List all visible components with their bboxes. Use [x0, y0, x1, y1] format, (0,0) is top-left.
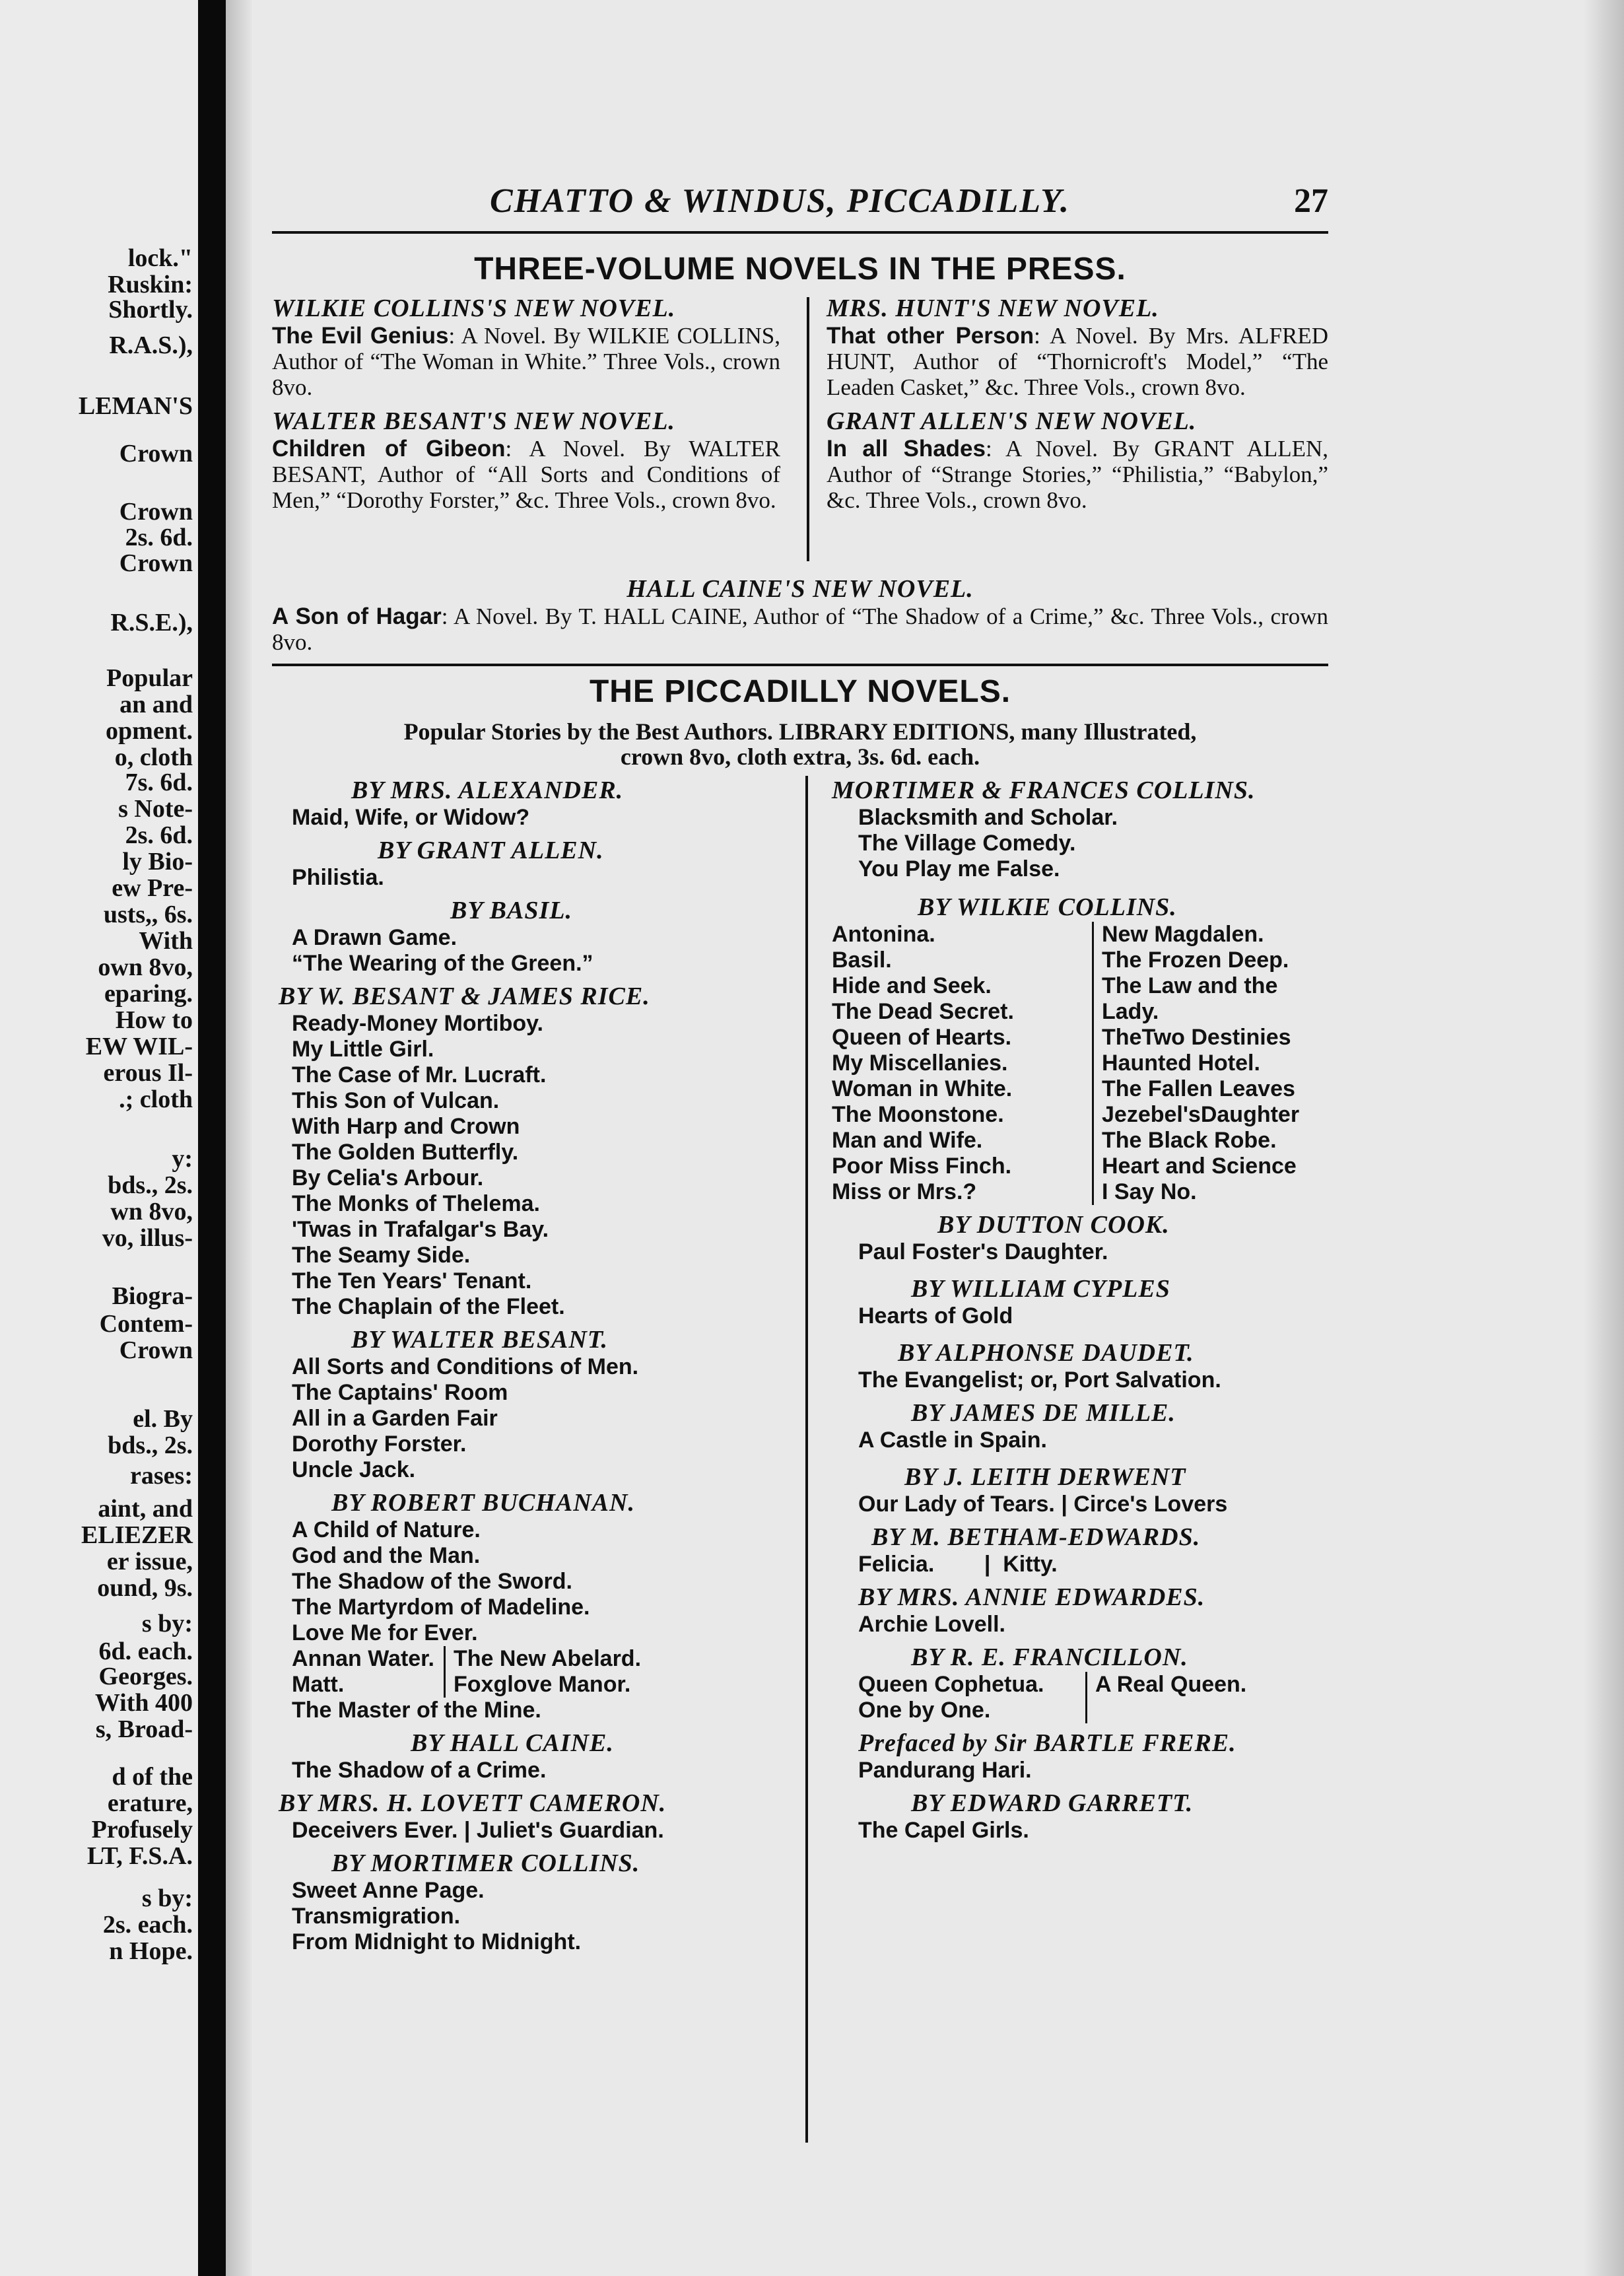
- author-heading: BY R. E. FRANCILLON.: [911, 1643, 1188, 1671]
- book-title: I Say No.: [1102, 1179, 1197, 1204]
- book-title: The Master of the Mine.: [292, 1698, 541, 1723]
- book-entry: [827, 436, 1328, 513]
- margin-fragment: ound, 9s.: [97, 1574, 193, 1602]
- book-title: The Village Comedy.: [858, 831, 1076, 856]
- book-title: The Capel Girls.: [858, 1818, 1029, 1843]
- book-title: TheTwo Destinies: [1102, 1025, 1291, 1050]
- pair-column-a: [858, 1672, 1085, 1723]
- book-title: A Real Queen.: [1095, 1672, 1247, 1697]
- book-title: Queen Cophetua.: [858, 1672, 1044, 1697]
- author-heading: BY HALL CAINE.: [411, 1729, 614, 1757]
- book-title: Heart and Science: [1102, 1154, 1297, 1179]
- book-title: My Miscellanies.: [832, 1051, 1008, 1076]
- book-title: All in a Garden Fair: [292, 1406, 498, 1431]
- book-title: Deceivers Ever. | Juliet's Guardian.: [292, 1818, 664, 1843]
- book-description: : A Novel. By GRANT ALLEN, Author of “Strange Stories,” “Philistia,” “Babylon,” &c. Three Vols., crown 8vo.: [827, 436, 1329, 513]
- book-title: From Midnight to Midnight.: [292, 1929, 582, 1954]
- margin-fragment: LEMAN'S: [78, 392, 193, 420]
- book-title: Pandurang Hari.: [858, 1758, 1032, 1783]
- title-list: [832, 805, 1334, 882]
- author-heading: BY WILLIAM CYPLES: [911, 1275, 1170, 1303]
- book-description: : A Novel. By Mrs. ALFRED HUNT, Author of “Thornicroft's Model,” “The Leaden Casket,” &c. Three Vols., crown 8vo.: [827, 323, 1329, 400]
- title-list: [292, 1878, 807, 1955]
- title-list: [292, 1011, 807, 1320]
- book-title: The Martyrdom of Madeline.: [292, 1595, 590, 1620]
- author-heading: WILKIE COLLINS'S NEW NOVEL.: [272, 294, 676, 322]
- pair-column-b: [1085, 1672, 1246, 1723]
- book-title: The New Abelard.: [454, 1646, 642, 1671]
- margin-fragment: own 8vo,: [98, 953, 193, 981]
- pair-column-a: [292, 1646, 444, 1698]
- margin-fragment: 2s. 6d.: [125, 524, 193, 551]
- author-heading: BY WILKIE COLLINS.: [918, 893, 1177, 921]
- book-title: You Play me False.: [858, 856, 1060, 881]
- margin-fragment: ly Bio-: [122, 848, 193, 876]
- author-heading: BY M. BETHAM-EDWARDS.: [871, 1523, 1201, 1551]
- book-description: : A Novel. By WALTER BESANT, Author of “All Sorts and Conditions of Men,” “Dorothy Forster,” &c. Three Vols., crown 8vo.: [272, 436, 780, 513]
- margin-fragment: Crown: [119, 440, 193, 467]
- book-title: Paul Foster's Daughter.: [858, 1239, 1108, 1264]
- book-title: The Evil Genius: [272, 323, 449, 349]
- margin-fragment: erature,: [107, 1789, 193, 1817]
- book-title: Archie Lovell.: [858, 1612, 1005, 1637]
- margin-fragment: R.A.S.),: [109, 331, 193, 359]
- book-title: Philistia.: [292, 865, 384, 890]
- gutter-shadow: [226, 0, 252, 2276]
- book-title: Ready-Money Mortiboy.: [292, 1011, 543, 1036]
- author-heading: BY WALTER BESANT.: [351, 1326, 609, 1354]
- book-description: : A Novel. By WILKIE COLLINS, Author of “The Woman in White.” Three Vols., crown 8vo.: [272, 323, 780, 400]
- margin-fragment: wn 8vo,: [110, 1198, 193, 1225]
- wilkie-collins-titles: [832, 922, 1334, 1205]
- book-title: Children of Gibeon: [272, 436, 506, 462]
- book-title: Woman in White.: [832, 1076, 1013, 1101]
- margin-fragment: an and: [119, 691, 193, 718]
- book-spine: [198, 0, 226, 2276]
- margin-fragment: n Hope.: [109, 1937, 193, 1965]
- three-volume-bottom: [272, 574, 1328, 655]
- margin-fragment: Biogra-: [112, 1282, 193, 1310]
- book-title: Maid, Wife, or Widow?: [292, 805, 530, 830]
- book-entry: [272, 323, 780, 400]
- book-title: God and the Man.: [292, 1543, 481, 1568]
- margin-fragment: Profusely: [91, 1816, 193, 1844]
- margin-fragment: s by:: [141, 1610, 193, 1638]
- margin-fragment: s Note-: [118, 795, 193, 823]
- piccadilly-heading: THE PICCADILLY NOVELS.: [589, 674, 1011, 709]
- margin-fragment: eparing.: [104, 980, 193, 1008]
- book-title: Sweet Anne Page.: [292, 1878, 485, 1903]
- margin-fragment: ELIEZER: [81, 1521, 193, 1549]
- paired-titles: [292, 1646, 807, 1698]
- book-title: Uncle Jack.: [292, 1457, 416, 1482]
- author-heading: BY MRS. ALEXANDER.: [351, 776, 624, 804]
- author-heading: GRANT ALLEN'S NEW NOVEL.: [827, 407, 1197, 435]
- book-title: Man and Wife.: [832, 1128, 983, 1153]
- book-title: Annan Water.: [292, 1646, 434, 1671]
- book-title: Our Lady of Tears. | Circe's Lovers: [858, 1492, 1228, 1517]
- column-divider: [807, 297, 809, 561]
- book-title: Hearts of Gold: [858, 1303, 1013, 1328]
- book-title: One by One.: [858, 1698, 991, 1723]
- title-list: [832, 1612, 1334, 1638]
- book-entry: [827, 323, 1328, 400]
- margin-fragment: opment.: [106, 717, 193, 745]
- book-title: Haunted Hotel.: [1102, 1051, 1260, 1076]
- margin-fragment: LT, F.S.A.: [86, 1842, 193, 1870]
- pair-column-b: [444, 1646, 641, 1698]
- margin-fragment: aint, and: [98, 1495, 193, 1523]
- book-title: In all Shades: [827, 436, 986, 462]
- margin-fragment: Ruskin:: [108, 271, 193, 298]
- title-list: [832, 1758, 1334, 1783]
- margin-fragment: 2s. 6d.: [125, 821, 193, 849]
- margin-fragment: Contem-: [99, 1310, 193, 1338]
- page-edge: [1584, 0, 1624, 2276]
- title-list: [832, 1492, 1334, 1517]
- book-title: Poor Miss Finch.: [832, 1154, 1012, 1179]
- book-title: A Castle in Spain.: [858, 1428, 1047, 1453]
- book-title: Felicia. | Kitty.: [858, 1552, 1058, 1577]
- book-title: The Law and the: [1102, 973, 1278, 998]
- author-heading: MORTIMER & FRANCES COLLINS.: [832, 776, 1256, 804]
- running-title: CHATTO & WINDUS, PICCADILLY.: [490, 182, 1070, 220]
- pair-column-b: [1092, 922, 1299, 1205]
- author-heading: BY ALPHONSE DAUDET.: [898, 1339, 1194, 1367]
- book-title: The Seamy Side.: [292, 1243, 471, 1268]
- three-volume-heading: THREE-VOLUME NOVELS IN THE PRESS.: [474, 252, 1126, 287]
- book-title: A Drawn Game.: [292, 925, 457, 950]
- margin-fragment: d of the: [112, 1763, 193, 1791]
- title-list: [832, 1239, 1334, 1265]
- title-list: [292, 1818, 807, 1844]
- margin-fragment: er issue,: [106, 1548, 193, 1575]
- book-title: The Shadow of a Crime.: [292, 1758, 547, 1783]
- book-title: The Moonstone.: [832, 1102, 1004, 1127]
- margin-fragment: y:: [172, 1145, 193, 1173]
- margin-fragment: bds., 2s.: [108, 1171, 193, 1199]
- margin-fragment: Crown: [119, 549, 193, 577]
- book-title: Love Me for Ever.: [292, 1620, 478, 1645]
- margin-fragment: bds., 2s.: [108, 1431, 193, 1459]
- paired-titles: [832, 1672, 1334, 1723]
- title-list: [292, 805, 807, 831]
- book-title: 'Twas in Trafalgar's Bay.: [292, 1217, 549, 1242]
- header-rule: [272, 231, 1328, 234]
- margin-fragment: ew Pre-: [112, 874, 193, 902]
- margin-fragment: o, cloth: [114, 743, 193, 771]
- left-page-fragment: [0, 0, 198, 2276]
- author-heading: BY MRS. H. LOVETT CAMERON.: [279, 1789, 667, 1817]
- margin-fragment: .; cloth: [119, 1086, 193, 1113]
- book-title: With Harp and Crown: [292, 1114, 520, 1139]
- margin-fragment: usts,, 6s.: [103, 901, 193, 928]
- book-title: The Case of Mr. Lucraft.: [292, 1062, 547, 1087]
- book-title: Hide and Seek.: [832, 973, 992, 998]
- author-heading: BY JAMES DE MILLE.: [911, 1399, 1176, 1427]
- running-header: [272, 182, 1328, 228]
- author-heading: MRS. HUNT'S NEW NOVEL.: [827, 294, 1159, 322]
- book-title: New Magdalen.: [1102, 922, 1264, 947]
- title-list: [292, 1354, 807, 1483]
- book-title: The Shadow of the Sword.: [292, 1569, 572, 1594]
- margin-fragment: 6d. each.: [98, 1638, 193, 1665]
- pair-column-a: [832, 922, 1092, 1205]
- margin-fragment: lock.": [127, 244, 193, 272]
- margin-fragment: el. By: [133, 1405, 193, 1433]
- margin-fragment: Crown: [119, 1336, 193, 1364]
- book-title: The Dead Secret.: [832, 999, 1014, 1024]
- author-heading: BY MRS. ANNIE EDWARDES.: [858, 1583, 1205, 1611]
- piccadilly-subheading-2: crown 8vo, cloth extra, 3s. 6d. each.: [620, 743, 980, 770]
- margin-fragment: vo, illus-: [102, 1224, 193, 1252]
- margin-fragment: s by:: [141, 1884, 193, 1912]
- three-volume-left-column: [272, 294, 780, 513]
- section-rule: [272, 664, 1328, 666]
- margin-fragment: Shortly.: [108, 296, 193, 324]
- book-title: The Black Robe.: [1102, 1128, 1277, 1153]
- title-list: [292, 865, 807, 891]
- author-heading: BY EDWARD GARRETT.: [911, 1789, 1194, 1817]
- author-heading: BY DUTTON COOK.: [937, 1211, 1170, 1239]
- author-heading: HALL CAINE'S NEW NOVEL.: [626, 575, 974, 603]
- book-title: Foxglove Manor.: [454, 1672, 631, 1697]
- book-title: “The Wearing of the Green.”: [292, 951, 593, 976]
- book-title: All Sorts and Conditions of Men.: [292, 1354, 639, 1379]
- book-title: A Child of Nature.: [292, 1517, 481, 1542]
- author-heading: BY ROBERT BUCHANAN.: [331, 1489, 635, 1517]
- page-number: 27: [1294, 182, 1328, 220]
- margin-fragment: EW WIL-: [85, 1033, 193, 1060]
- book-title: The Captains' Room: [292, 1380, 508, 1405]
- book-title: The Frozen Deep.: [1102, 948, 1289, 973]
- margin-fragment: 2s. each.: [102, 1911, 193, 1939]
- title-list: [832, 1303, 1334, 1329]
- margin-fragment: s, Broad-: [95, 1715, 193, 1743]
- book-title: By Celia's Arbour.: [292, 1165, 484, 1190]
- author-heading: BY J. LEITH DERWENT: [904, 1463, 1186, 1491]
- title-list: [832, 1818, 1334, 1844]
- title-list: [292, 1758, 807, 1783]
- margin-fragment: Georges.: [98, 1663, 193, 1690]
- margin-fragment: erous Il-: [103, 1059, 193, 1087]
- book-description: : A Novel. By T. HALL CAINE, Author of “The Shadow of a Crime,” &c. Three Vols., crown 8vo.: [272, 603, 1328, 655]
- title-list: [832, 1552, 1334, 1577]
- margin-fragment: Crown: [119, 498, 193, 526]
- margin-fragment: rases:: [130, 1462, 193, 1490]
- book-title: The Monks of Thelema.: [292, 1191, 540, 1216]
- piccadilly-right-column: [832, 776, 1334, 1844]
- author-heading: BY MORTIMER COLLINS.: [331, 1849, 640, 1877]
- column-divider: [805, 776, 808, 2143]
- book-title: Queen of Hearts.: [832, 1025, 1012, 1050]
- book-title: The Chaplain of the Fleet.: [292, 1294, 565, 1319]
- book-title: Antonina.: [832, 922, 935, 947]
- book-title: The Fallen Leaves: [1102, 1076, 1295, 1101]
- author-heading: BY W. BESANT & JAMES RICE.: [279, 983, 650, 1010]
- author-heading: BY GRANT ALLEN.: [378, 837, 604, 864]
- book-title: The Ten Years' Tenant.: [292, 1268, 532, 1293]
- book-title: The Golden Butterfly.: [292, 1140, 519, 1165]
- book-title: Basil.: [832, 948, 892, 973]
- book-title: A Son of Hagar: [272, 603, 442, 629]
- margin-fragment: 7s. 6d.: [125, 769, 193, 796]
- book-title: My Little Girl.: [292, 1037, 434, 1062]
- book-title: Transmigration.: [292, 1904, 461, 1929]
- book-title: Lady.: [1102, 999, 1159, 1024]
- title-list: [292, 925, 807, 977]
- title-list: [292, 1517, 807, 1646]
- author-heading: BY BASIL.: [450, 897, 572, 924]
- book-title: Matt.: [292, 1672, 345, 1697]
- book-title: Dorothy Forster.: [292, 1431, 467, 1457]
- book-title: The Evangelist; or, Port Salvation.: [858, 1367, 1221, 1393]
- margin-fragment: With 400: [94, 1689, 193, 1717]
- book-title: This Son of Vulcan.: [292, 1088, 500, 1113]
- margin-fragment: R.S.E.),: [110, 609, 193, 637]
- piccadilly-left-column: [279, 776, 807, 1955]
- margin-fragment: Popular: [106, 664, 193, 692]
- three-volume-right-column: [827, 294, 1328, 513]
- book-entry: [272, 436, 780, 513]
- book-title: Miss or Mrs.?: [832, 1179, 977, 1204]
- title-list: [832, 1367, 1334, 1393]
- book-title: Blacksmith and Scholar.: [858, 805, 1118, 830]
- margin-fragment: With: [139, 927, 193, 955]
- margin-fragment: How to: [115, 1006, 193, 1034]
- title-list: [832, 1428, 1334, 1453]
- author-heading: Prefaced by Sir BARTLE FRERE.: [858, 1729, 1236, 1757]
- piccadilly-subheading: Popular Stories by the Best Authors. LIBRARY EDITIONS, many Illustrated,: [403, 718, 1197, 745]
- book-title: That other Person: [827, 323, 1034, 349]
- book-title: Jezebel'sDaughter: [1102, 1102, 1300, 1127]
- book-entry: [272, 603, 1328, 655]
- author-heading: WALTER BESANT'S NEW NOVEL.: [272, 407, 675, 435]
